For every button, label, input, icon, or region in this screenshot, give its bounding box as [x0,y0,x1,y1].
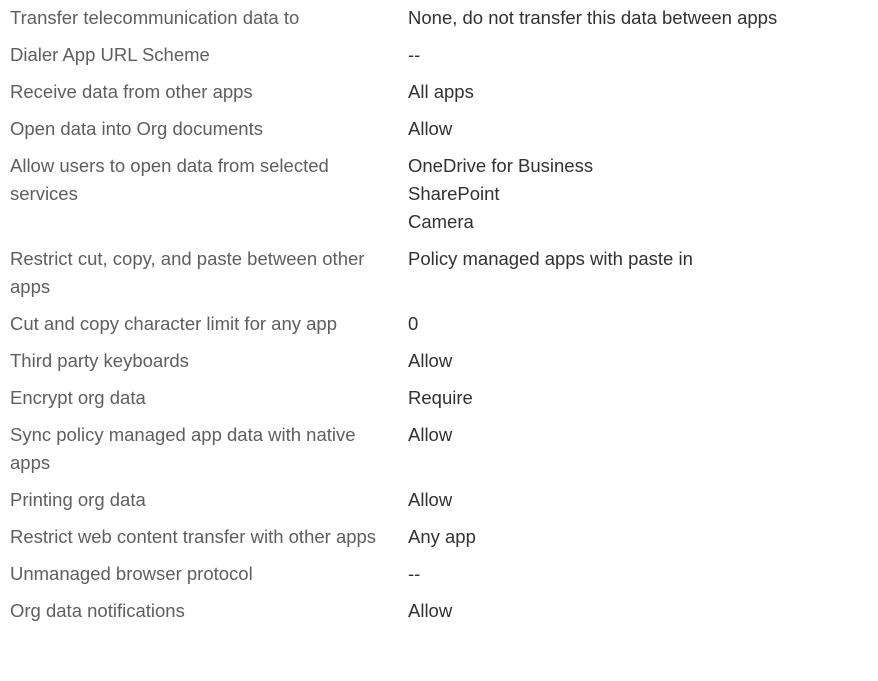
setting-value-line: Allow [408,424,453,445]
setting-value-line: Allow [408,489,453,510]
setting-value [408,597,870,625]
setting-row-open-data-services [10,152,870,236]
setting-value-line: Allow [408,600,453,621]
setting-label: Third party keyboards [10,350,189,371]
setting-label: Restrict cut, copy, and paste between other apps [10,248,365,297]
setting-value-line: -- [408,44,421,65]
setting-row-printing-org-data [10,486,870,514]
setting-value [408,384,870,412]
setting-label: Dialer App URL Scheme [10,44,210,65]
setting-label: Printing org data [10,489,146,510]
setting-row-encrypt-org-data [10,384,870,412]
setting-value [408,4,870,32]
setting-value-line: SharePoint [408,183,500,204]
setting-value [408,78,870,106]
setting-row-restrict-cut-copy-paste [10,245,870,301]
setting-value [408,152,870,236]
setting-value-line: -- [408,563,421,584]
setting-value-line: OneDrive for Business [408,155,594,176]
setting-row-cut-copy-limit [10,310,870,338]
setting-value-line: Policy managed apps with paste in [408,248,693,269]
settings-list [10,4,870,634]
setting-label: Org data notifications [10,600,185,621]
setting-row-dialer-url-scheme [10,41,870,69]
setting-label: Unmanaged browser protocol [10,563,253,584]
setting-value-line: All apps [408,81,474,102]
setting-value-line: Allow [408,118,453,139]
setting-label: Receive data from other apps [10,81,253,102]
setting-value-line: 0 [408,313,419,334]
setting-value [408,486,870,514]
setting-label: Sync policy managed app data with native apps [10,424,356,473]
setting-value [408,115,870,143]
setting-value-line: Require [408,387,473,408]
setting-row-unmanaged-browser-protocol [10,560,870,588]
setting-value [408,245,870,273]
setting-row-open-data-org-docs [10,115,870,143]
setting-row-transfer-telecommunication [10,4,870,32]
setting-row-third-party-keyboards [10,347,870,375]
setting-value [408,347,870,375]
setting-label: Encrypt org data [10,387,146,408]
setting-value [408,310,870,338]
setting-value [408,560,870,588]
setting-value-line: None, do not transfer this data between apps [408,7,778,28]
setting-value [408,421,870,449]
setting-value-line: Allow [408,350,453,371]
setting-row-restrict-web-content [10,523,870,551]
setting-label: Restrict web content transfer with other apps [10,526,377,547]
setting-row-sync-native-apps [10,421,870,477]
setting-row-receive-data [10,78,870,106]
setting-value-line: Camera [408,211,474,232]
setting-label: Allow users to open data from selected services [10,155,329,204]
setting-row-org-data-notifications [10,597,870,625]
setting-value [408,41,870,69]
setting-label: Cut and copy character limit for any app [10,313,337,334]
setting-value [408,523,870,551]
setting-value-line: Any app [408,526,476,547]
setting-label: Open data into Org documents [10,118,263,139]
setting-label: Transfer telecommunication data to [10,7,300,28]
